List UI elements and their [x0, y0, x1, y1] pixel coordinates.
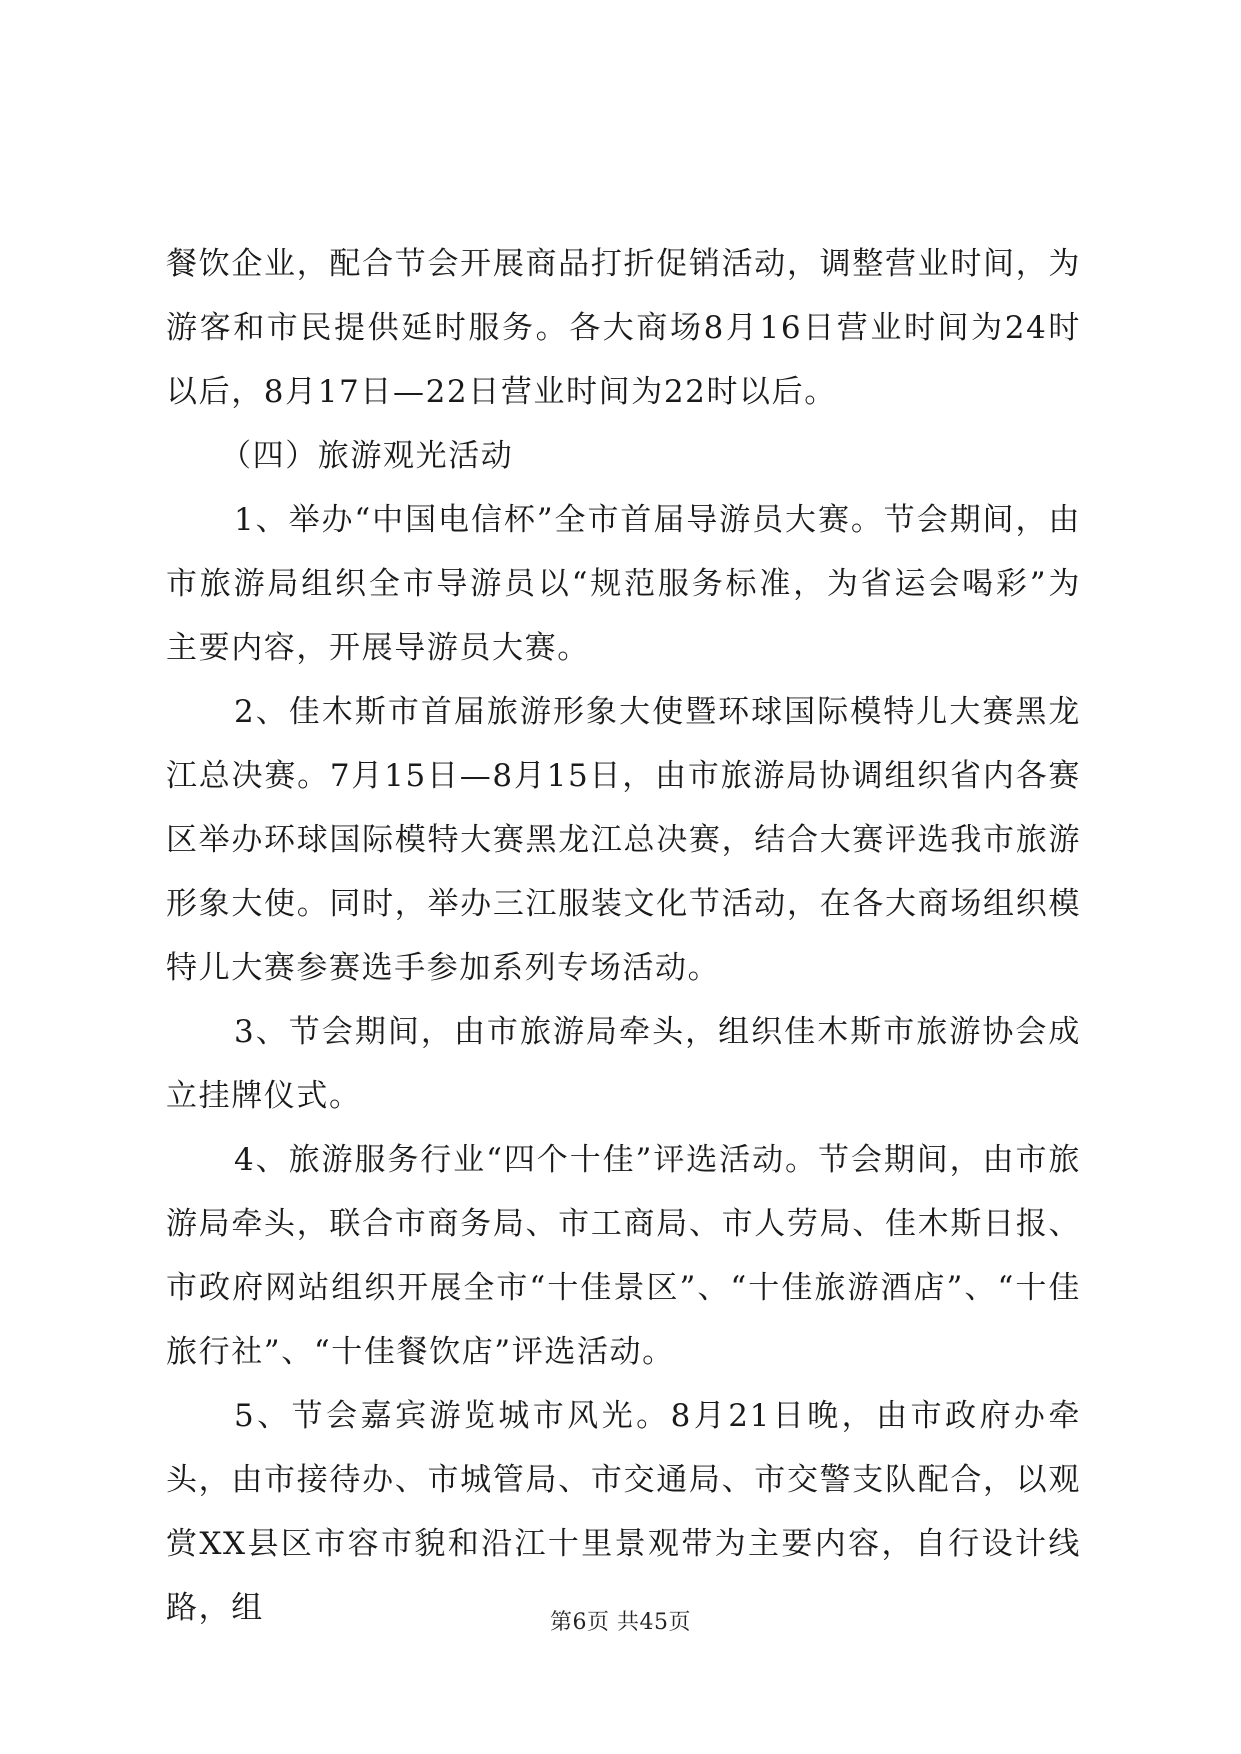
paragraph-item-3: 3、节会期间，由市旅游局牵头，组织佳木斯市旅游协会成立挂牌仪式。: [166, 1014, 1081, 1114]
page-number-footer: 第6页 共45页: [550, 1610, 691, 1635]
section-heading: （四）旅游观光活动: [220, 438, 514, 474]
paragraph-item-1: 1、举办“中国电信杯”全市首届导游员大赛。节会期间，由市旅游局组织全市导游员以“规范服务标准，为省运会喝彩”为主要内容，开展导游员大赛。: [166, 502, 1081, 666]
paragraph-item-4: 4、旅游服务行业“四个十佳”评选活动。节会期间，由市旅游局牵头，联合市商务局、市工商局、市人劳局、佳木斯日报、市政府网站组织开展全市“十佳景区”、“十佳旅游酒店”、“十佳旅行社”、“十佳餐饮店”评选活动。: [166, 1142, 1081, 1370]
paragraph-item-2: 2、佳木斯市首届旅游形象大使暨环球国际模特儿大赛黑龙江总决赛。7月15日—8月15日，由市旅游局协调组织省内各赛区举办环球国际模特大赛黑龙江总决赛，结合大赛评选我市旅游形象大使。同时，举办三江服装文化节活动，在各大商场组织模特儿大赛参赛选手参加系列专场活动。: [166, 694, 1081, 986]
paragraph-item-5: 5、节会嘉宾游览城市风光。8月21日晚，由市政府办牵头，由市接待办、市城管局、市交通局、市交警支队配合，以观赏XX县区市容市貌和沿江十里景观带为主要内容，自行设计线路，组: [166, 1398, 1081, 1626]
paragraph-continuation: 餐饮企业，配合节会开展商品打折促销活动，调整营业时间，为游客和市民提供延时服务。各大商场8月16日营业时间为24时以后，8月17日—22日营业时间为22时以后。: [166, 246, 1081, 410]
document-body: [166, 232, 1081, 1640]
